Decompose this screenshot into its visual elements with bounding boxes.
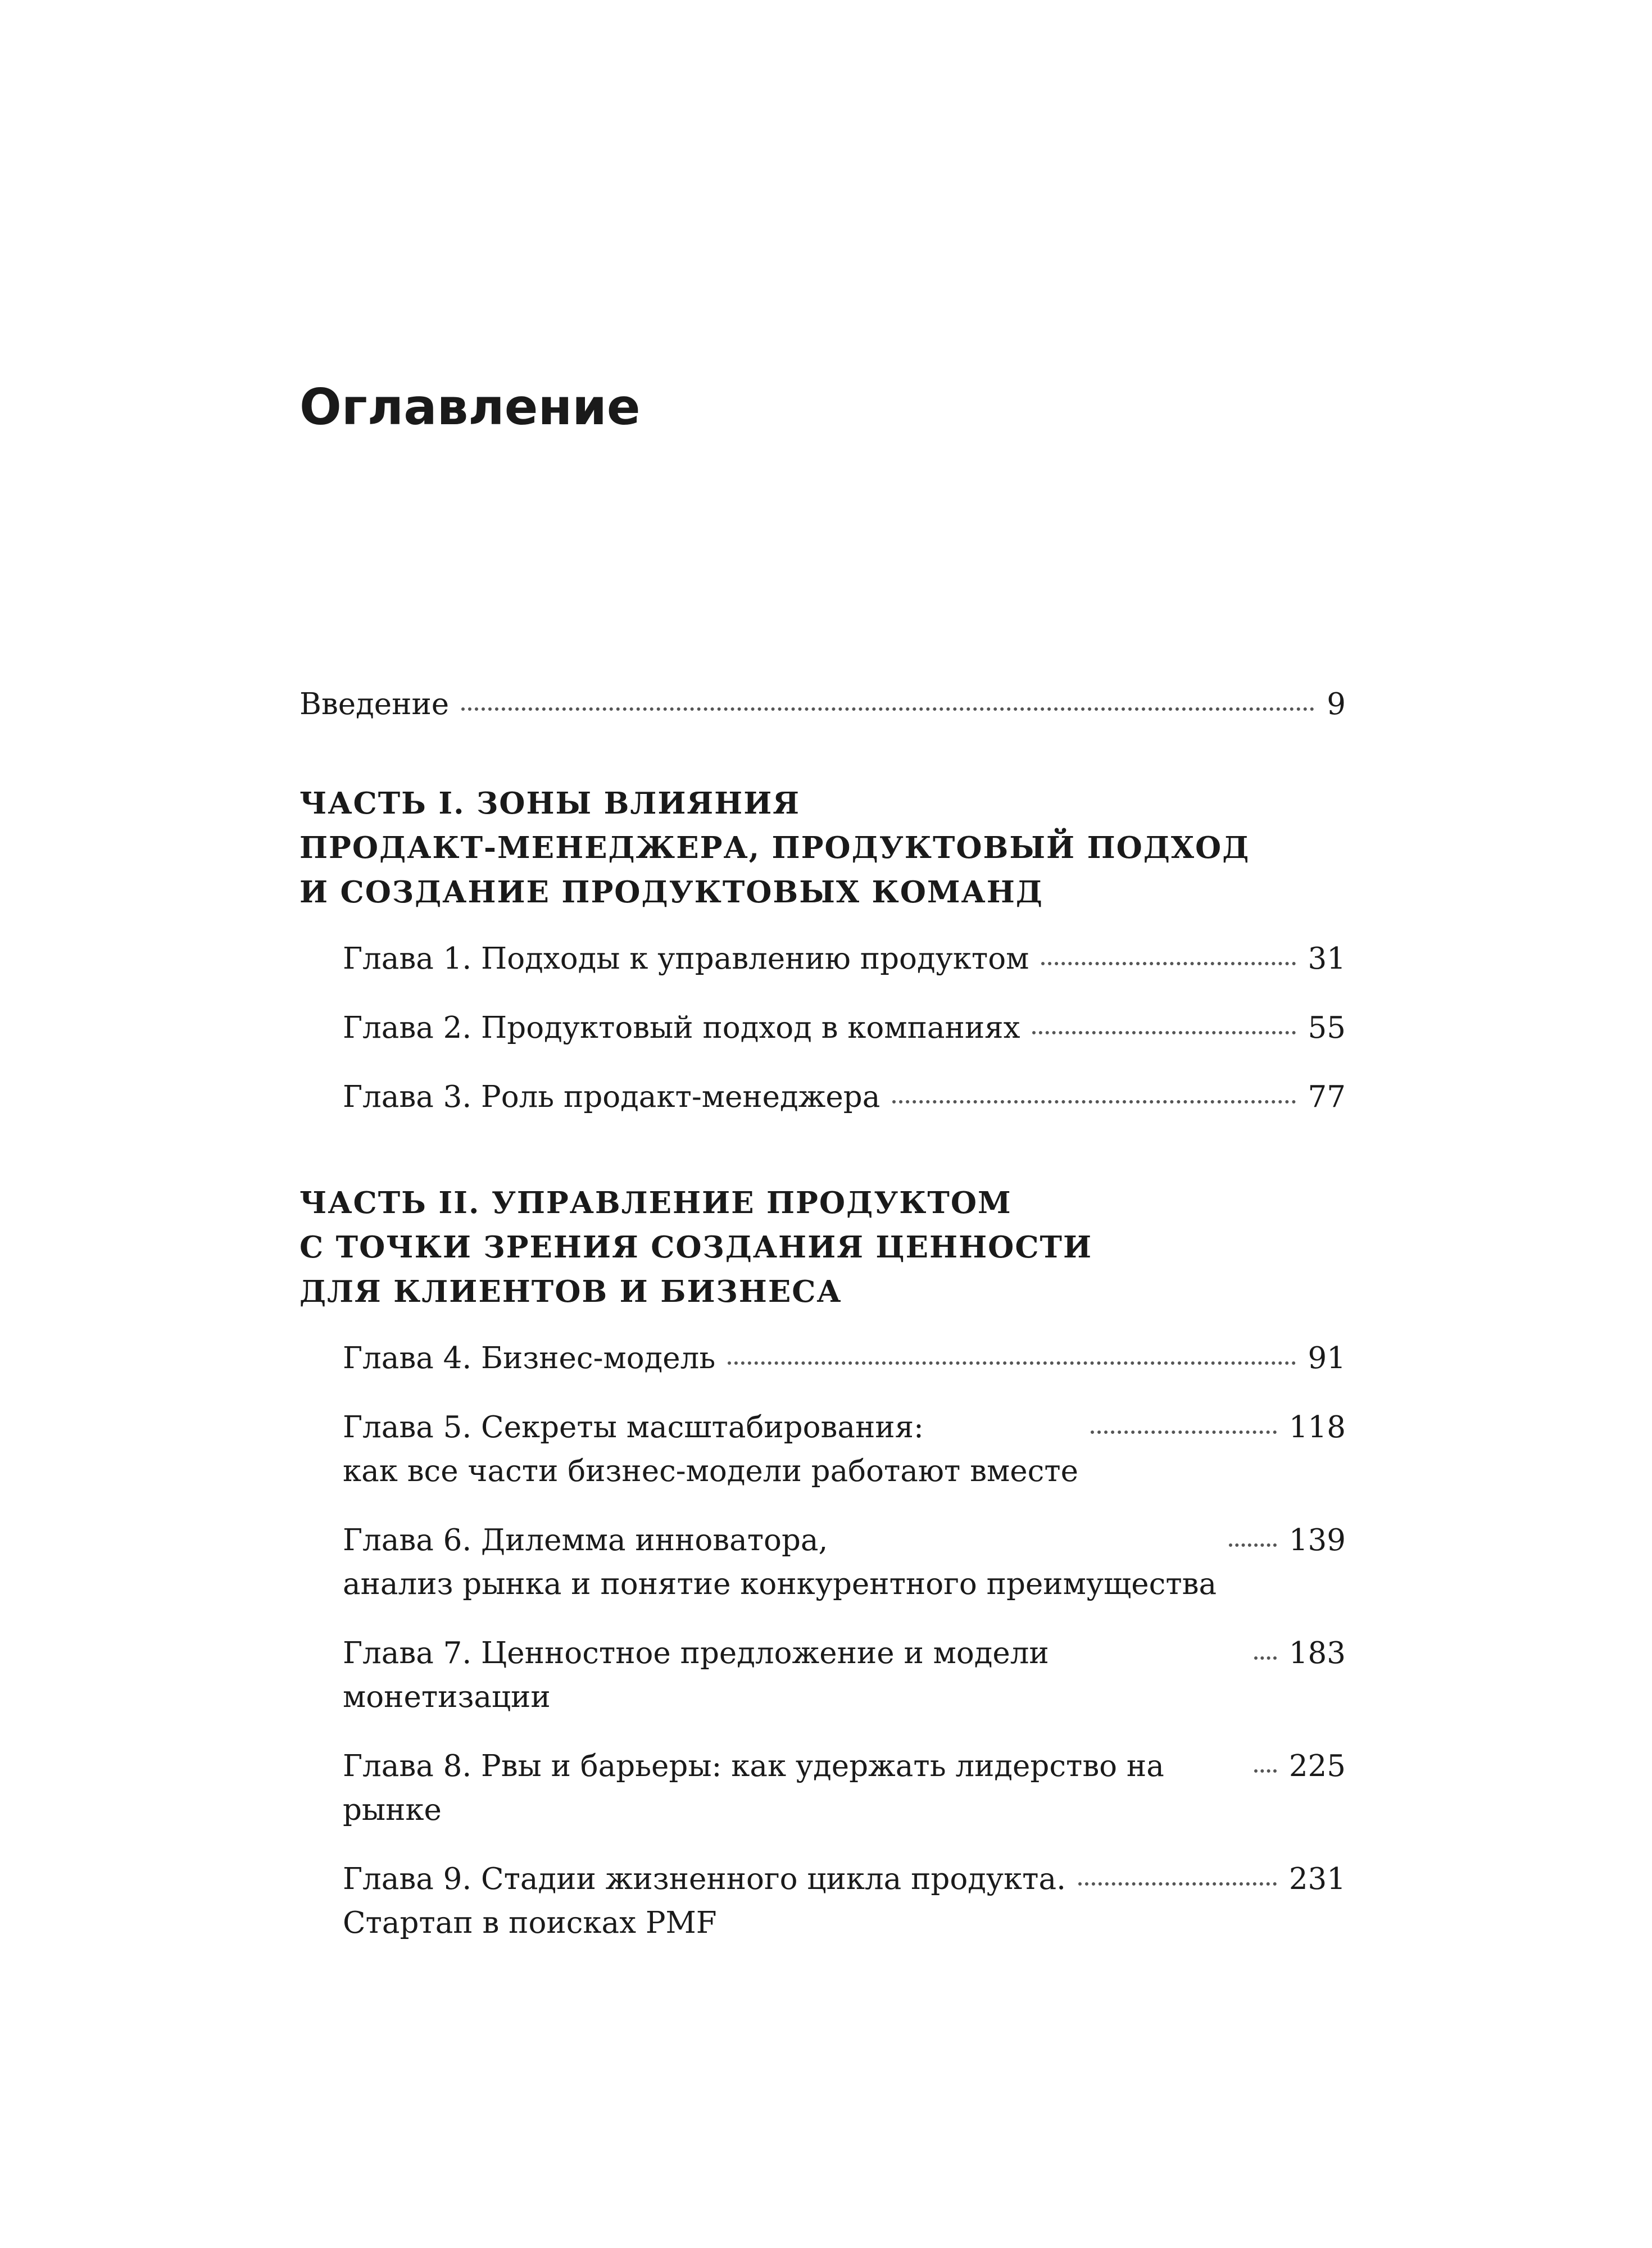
toc-part-1 <box>299 782 1346 1119</box>
toc-entry-title: Введение <box>299 687 450 721</box>
toc-entry-chapter-7[interactable] <box>343 1632 1346 1719</box>
toc-entry-chapter-6[interactable] <box>343 1519 1346 1606</box>
chapter-list <box>299 937 1346 1119</box>
page-title: Оглавление <box>299 378 641 436</box>
toc-entry-introduction[interactable] <box>299 683 1346 726</box>
toc-entry-title: Глава 8. Рвы и барьеры: как удержать лидерство на рынке <box>343 1749 1164 1827</box>
toc-page-number: 55 <box>1308 1011 1346 1045</box>
toc-page-number: 231 <box>1288 1862 1346 1896</box>
toc-entry-title: Глава 2. Продуктовый подход в компаниях <box>343 1011 1020 1045</box>
dot-leader <box>1078 1882 1277 1886</box>
toc-entry-chapter-5[interactable] <box>343 1406 1346 1493</box>
toc-entry-title: Глава 4. Бизнес-модель <box>343 1341 716 1375</box>
chapter-list <box>299 1337 1346 1945</box>
toc-page-number: 139 <box>1288 1523 1346 1557</box>
dot-leader <box>1032 1031 1295 1034</box>
part-title: ЧАСТЬ I. ЗОНЫ ВЛИЯНИЯ ПРОДАКТ-МЕНЕДЖЕРА, ПРОДУКТОВЫЙ ПОДХОД И СОЗДАНИЕ ПРОДУКТОВЫХ КОМАНД <box>299 786 1250 910</box>
toc-entry-chapter-8[interactable] <box>343 1745 1346 1832</box>
toc-entry-title: Глава 6. Дилемма инноватора, анализ рынка и понятие конкурентного преимущества <box>343 1523 1217 1601</box>
toc-page-number: 9 <box>1327 687 1346 721</box>
toc-page-number: 31 <box>1308 942 1346 976</box>
toc-entry-chapter-2[interactable] <box>343 1006 1346 1050</box>
toc-page-number: 225 <box>1288 1749 1346 1783</box>
toc-page-number: 118 <box>1288 1410 1346 1445</box>
dot-leader <box>1254 1769 1277 1773</box>
dot-leader <box>1091 1430 1277 1434</box>
toc-entry-title: Глава 9. Стадии жизненного цикла продукта. Стартап в поисках PMF <box>343 1862 1066 1940</box>
dot-leader <box>892 1100 1295 1103</box>
dot-leader <box>1229 1543 1277 1547</box>
toc-entry-title: Глава 3. Роль продакт-менеджера <box>343 1080 881 1114</box>
toc-entry-chapter-3[interactable] <box>343 1075 1346 1119</box>
toc-entry-chapter-1[interactable] <box>343 937 1346 981</box>
dot-leader <box>1041 962 1295 965</box>
toc-entry-title: Глава 5. Секреты масштабирования: как все части бизнес-модели работают вместе <box>343 1410 1079 1488</box>
dot-leader <box>461 707 1314 711</box>
toc-part-2 <box>299 1181 1346 1945</box>
toc-entry-title: Глава 7. Ценностное предложение и модели монетизации <box>343 1636 1049 1714</box>
table-of-contents <box>299 683 1346 2007</box>
toc-page-number: 183 <box>1288 1636 1346 1670</box>
toc-page-number: 77 <box>1308 1080 1346 1114</box>
dot-leader <box>1254 1656 1277 1660</box>
toc-entry-chapter-9[interactable] <box>343 1858 1346 1945</box>
toc-entry-title: Глава 1. Подходы к управлению продуктом <box>343 942 1029 976</box>
toc-entry-chapter-4[interactable] <box>343 1337 1346 1380</box>
toc-page-number: 91 <box>1308 1341 1346 1375</box>
part-title: ЧАСТЬ II. УПРАВЛЕНИЕ ПРОДУКТОМ С ТОЧКИ ЗРЕНИЯ СОЗДАНИЯ ЦЕННОСТИ ДЛЯ КЛИЕНТОВ И БИЗНЕСА <box>299 1186 1093 1309</box>
dot-leader <box>728 1361 1295 1365</box>
